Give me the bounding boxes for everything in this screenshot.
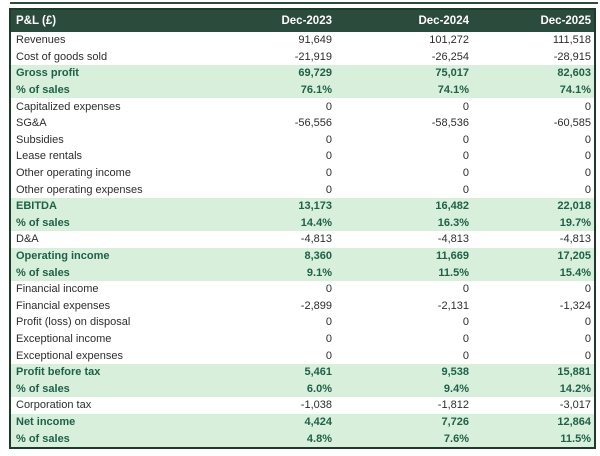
- row-value-dec-2025: 11.5%: [474, 430, 595, 448]
- row-value-dec-2023: 76.1%: [200, 82, 337, 99]
- row-value-dec-2023: 8,360: [200, 248, 337, 265]
- row-value-dec-2023: 0: [325, 150, 332, 163]
- row-value-dec-2025: 0: [584, 349, 591, 362]
- row-label: Lease rentals: [16, 150, 83, 163]
- row-value-dec-2024: 0: [462, 183, 469, 196]
- row-value-dec-2025: 0: [584, 183, 591, 196]
- row-value-dec-2023: 0: [325, 283, 332, 296]
- row-value-dec-2025: -3,017: [559, 399, 591, 412]
- row-value-dec-2025: -1,324: [559, 299, 591, 312]
- table-row: [10, 115, 595, 132]
- row-value-dec-2023: 5,461: [200, 364, 337, 381]
- table-row: [10, 231, 595, 248]
- row-value-dec-2023: 14.4%: [200, 215, 337, 232]
- row-value-dec-2024: 0: [462, 167, 469, 180]
- table-row: [10, 98, 595, 115]
- table-row: [10, 248, 595, 265]
- row-value-dec-2024: 0: [462, 349, 469, 362]
- row-label: Exceptional income: [16, 332, 112, 345]
- row-value-dec-2025: -28,915: [553, 50, 591, 63]
- row-value-dec-2024: 16,482: [337, 198, 474, 215]
- row-value-dec-2024: -4,813: [437, 233, 469, 246]
- row-value-dec-2024: 0: [462, 133, 469, 146]
- column-header-dec-2023: Dec-2023: [200, 9, 337, 32]
- row-value-dec-2025: 19.7%: [474, 215, 595, 232]
- column-header-dec-2024: Dec-2024: [337, 9, 474, 32]
- row-label: Profit (loss) on disposal: [16, 316, 131, 329]
- row-value-dec-2025: 14.2%: [474, 380, 595, 397]
- pl-table-body: [10, 32, 595, 448]
- row-value-dec-2025: -60,585: [553, 117, 591, 130]
- row-value-dec-2023: 4,424: [200, 414, 337, 431]
- table-row: [10, 331, 595, 348]
- row-value-dec-2025: 17,205: [474, 248, 595, 265]
- row-value-dec-2024: 7,726: [337, 414, 474, 431]
- table-row: [10, 65, 595, 82]
- row-value-dec-2023: 4.8%: [200, 430, 337, 448]
- row-value-dec-2023: -21,919: [294, 50, 332, 63]
- row-value-dec-2025: 0: [584, 332, 591, 345]
- row-value-dec-2023: 0: [325, 183, 332, 196]
- row-value-dec-2025: 0: [584, 100, 591, 113]
- table-row: [10, 380, 595, 397]
- row-label: % of sales: [10, 430, 200, 448]
- row-value-dec-2023: -2,899: [300, 299, 332, 312]
- row-value-dec-2023: 0: [325, 332, 332, 345]
- table-row: [10, 397, 595, 414]
- table-row: [10, 198, 595, 215]
- row-value-dec-2025: 12,864: [474, 414, 595, 431]
- row-value-dec-2024: 9,538: [337, 364, 474, 381]
- row-value-dec-2025: 22,018: [474, 198, 595, 215]
- row-value-dec-2023: 6.0%: [200, 380, 337, 397]
- row-label: Other operating income: [16, 167, 131, 180]
- table-row: [10, 264, 595, 281]
- table-row: [10, 148, 595, 165]
- row-value-dec-2023: 9.1%: [200, 264, 337, 281]
- table-row: [10, 49, 595, 66]
- row-value-dec-2025: 0: [584, 283, 591, 296]
- table-row: [10, 165, 595, 182]
- row-value-dec-2023: 0: [325, 167, 332, 180]
- row-value-dec-2023: 0: [325, 349, 332, 362]
- row-value-dec-2025: 15,881: [474, 364, 595, 381]
- row-value-dec-2025: 111,518: [552, 34, 591, 47]
- row-label: Financial income: [16, 283, 99, 296]
- row-value-dec-2024: 16.3%: [337, 215, 474, 232]
- row-label: Profit before tax: [10, 364, 200, 381]
- table-row: [10, 430, 595, 448]
- row-label: SG&A: [16, 117, 47, 130]
- table-row: [10, 414, 595, 431]
- row-label: Cost of goods sold: [16, 50, 108, 63]
- table-row: [10, 32, 595, 49]
- row-value-dec-2024: 0: [462, 150, 469, 163]
- row-value-dec-2024: 0: [462, 283, 469, 296]
- table-row: [10, 132, 595, 149]
- table-row: [10, 298, 595, 315]
- table-row: [10, 181, 595, 198]
- row-value-dec-2024: -1,812: [437, 399, 469, 412]
- row-label: % of sales: [10, 215, 200, 232]
- row-value-dec-2024: 101,272: [429, 34, 469, 47]
- row-label: EBITDA: [10, 198, 200, 215]
- table-row: [10, 215, 595, 232]
- row-value-dec-2023: -56,556: [294, 117, 332, 130]
- row-label: D&A: [16, 233, 39, 246]
- row-value-dec-2023: -1,038: [300, 399, 332, 412]
- row-value-dec-2023: 0: [325, 316, 332, 329]
- row-value-dec-2025: 82,603: [474, 65, 595, 82]
- row-label: Capitalized expenses: [16, 100, 121, 113]
- row-label: Gross profit: [10, 65, 200, 82]
- row-value-dec-2023: 13,173: [200, 198, 337, 215]
- column-header-dec-2025: Dec-2025: [474, 9, 595, 32]
- row-value-dec-2024: 74.1%: [337, 82, 474, 99]
- table-row: [10, 82, 595, 99]
- table-row: [10, 364, 595, 381]
- row-value-dec-2023: 69,729: [200, 65, 337, 82]
- row-label: Operating income: [10, 248, 200, 265]
- pl-table-header: [10, 9, 595, 32]
- row-value-dec-2023: 0: [325, 133, 332, 146]
- table-title: P&L (£): [10, 9, 200, 32]
- row-value-dec-2025: 0: [584, 316, 591, 329]
- row-value-dec-2024: -58,536: [431, 117, 469, 130]
- row-value-dec-2024: 11.5%: [337, 264, 474, 281]
- row-value-dec-2025: 0: [584, 133, 591, 146]
- row-value-dec-2024: 0: [462, 332, 469, 345]
- row-value-dec-2025: 74.1%: [474, 82, 595, 99]
- row-value-dec-2025: 15.4%: [474, 264, 595, 281]
- row-label: % of sales: [10, 380, 200, 397]
- row-value-dec-2023: -4,813: [300, 233, 332, 246]
- row-value-dec-2024: 0: [462, 316, 469, 329]
- table-row: [10, 347, 595, 364]
- row-label: Revenues: [16, 34, 66, 47]
- row-label: Exceptional expenses: [16, 349, 124, 362]
- row-value-dec-2024: -26,254: [431, 50, 469, 63]
- cropped-top-divider: [10, 2, 598, 4]
- row-value-dec-2025: 0: [584, 150, 591, 163]
- row-label: % of sales: [10, 264, 200, 281]
- pl-table: [9, 8, 596, 449]
- row-label: % of sales: [10, 82, 200, 99]
- row-value-dec-2024: 7.6%: [337, 430, 474, 448]
- table-row: [10, 314, 595, 331]
- row-value-dec-2024: -2,131: [437, 299, 469, 312]
- row-label: Net income: [10, 414, 200, 431]
- table-row: [10, 281, 595, 298]
- row-value-dec-2024: 75,017: [337, 65, 474, 82]
- row-label: Subsidies: [16, 133, 64, 146]
- header-row: [10, 9, 595, 32]
- row-value-dec-2023: 91,649: [298, 34, 332, 47]
- row-value-dec-2025: -4,813: [559, 233, 591, 246]
- row-value-dec-2024: 9.4%: [337, 380, 474, 397]
- row-label: Corporation tax: [16, 399, 92, 412]
- row-value-dec-2025: 0: [584, 167, 591, 180]
- row-label: Financial expenses: [16, 299, 111, 312]
- row-label: Other operating expenses: [16, 183, 143, 196]
- row-value-dec-2023: 0: [325, 100, 332, 113]
- row-value-dec-2024: 11,669: [337, 248, 474, 265]
- row-value-dec-2024: 0: [462, 100, 469, 113]
